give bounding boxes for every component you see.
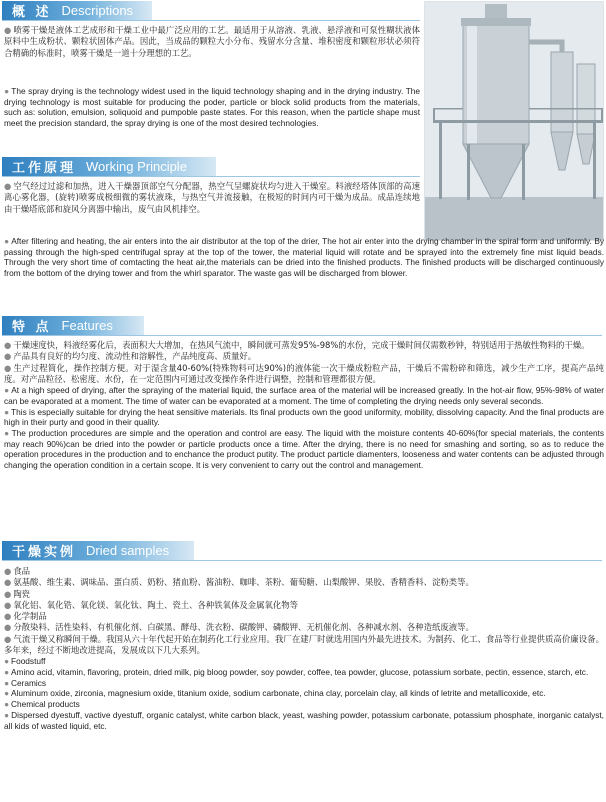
section-title-en: Working Principle bbox=[86, 159, 187, 174]
sample-note: ● 气流干燥又称瞬间干燥。我国从六十年代起开始在制药化工行业应用。我厂在建厂时就选用国内外最先进技术。为制药、化工、食品等行业提供质高价廉设备。多年来，经过不断地改进提高，发展成以下几大系列。 bbox=[4, 633, 604, 656]
bullet-icon: ● bbox=[4, 362, 12, 373]
descriptions-zh-paragraph: ● 喷雾干燥是液体工艺成形和干燥工业中最广泛应用的工艺。最适用于从溶液、乳液、悬浮液和可泵性糊状液体原料中生成粉状、颗粒状固体产品。因此，当成品的颗粒大小分布、残留水分含量、堆积密度和颗粒形状必须符合精确的标准时，喷雾干燥是一道十分理想的工艺。 bbox=[4, 25, 420, 58]
bullet-icon: ● bbox=[4, 688, 10, 699]
feature-en-3: ● The production procedures are simple and the operation and control are easy. The liquid with the moisture contents 40-60%(for special materials, the contents may reach 90%)can be dried into the powder or particle products once a time. After the drying, there is no need for smashing and sorting, so as to reduce the operation procedures in the production and to enchance the product putity. The product particle diamenters, looseness and water contents can be adjusted through changing the operation condition in a certain scope. It is very convenient to carry out the control and management. bbox=[4, 428, 605, 471]
sample-heading: ● Chemical products bbox=[4, 699, 80, 710]
sample-heading: ● Ceramics bbox=[4, 677, 47, 688]
feature-en-2: ● This is especially suitable for drying the heat sensitive materials. Its final products own the good uniformity, mobility, dissolving capacity. And the final products are high in their purty and good in their quality. bbox=[4, 406, 604, 428]
section-divider bbox=[2, 20, 420, 21]
section-title-en: Features bbox=[61, 318, 113, 333]
section-divider bbox=[2, 176, 420, 177]
bullet-icon: ● bbox=[4, 351, 12, 362]
bullet-icon: ● bbox=[4, 566, 12, 576]
section-title-zh: 概 述 bbox=[12, 5, 52, 20]
section-title-zh: 干燥实例 bbox=[12, 545, 77, 560]
working-zh-paragraph: ● 空气经过过滤和加热，进入干燥器顶部空气分配器，热空气呈螺旋状均匀进入干燥室。料液经塔体顶部的高速离心雾化器，(旋转)喷雾成极细微的雾状液珠，与热空气并流接触，在极短的时间内可干燥为成品。成品连续地由干燥塔底部和旋风分离器中输出，废气由风机排空。 bbox=[4, 181, 420, 214]
samples-block bbox=[4, 566, 604, 731]
section-header-working-principle bbox=[2, 157, 216, 176]
section-header-descriptions bbox=[2, 1, 152, 20]
sample-items: ● Amino acid, vitamin, flavoring, protein, dried milk, pig bloog powder, soy powder, coffee, tea powder, glucose, potassium sorbate, pectin, essence, starch, etc. bbox=[4, 667, 589, 678]
bullet-icon: ● bbox=[4, 709, 10, 720]
bullet-icon: ● bbox=[4, 656, 10, 667]
bullet-icon: ● bbox=[4, 428, 10, 438]
bullet-icon: ● bbox=[4, 577, 12, 588]
bullet-icon: ● bbox=[4, 236, 10, 246]
descriptions-en-paragraph: ● The spray drying is the technology widest used in the liquid technology shaping and in the drying industry. The drying technology is most suitable for producing the poder, particle or block solid products from the materials, such as: solution, emulsion, soliquoid and pumpoble paste states. For this reason, when the particle shape must meet the precision standard, the spray drying is one of the most desired technologies. bbox=[4, 86, 420, 129]
bullet-icon: ● bbox=[4, 622, 12, 633]
section-title-zh: 特 点 bbox=[12, 320, 52, 335]
feature-zh-1: ● 干燥速度快，料液经雾化后，表面积大大增加，在热风气流中，瞬间就可蒸发95%-98%的水份，完成干燥时间仅需数秒钟，特别适用于热敏性物料的干燥。 bbox=[4, 340, 590, 350]
sample-items: ● 分散染料、活性染料、有机催化剂、白碳黑、酵母、洗衣粉、碳酸钾、磷酸钾、无机催化剂、各种减水剂、各种造纸废液等。 bbox=[4, 622, 474, 633]
bullet-icon: ● bbox=[4, 25, 12, 35]
feature-zh-2: ● 产品具有良好的均匀度、流动性和溶解性，产品纯度高、质量好。 bbox=[4, 351, 257, 362]
sample-heading: ● Foodstuff bbox=[4, 656, 46, 667]
sample-heading: ● 化学制品 bbox=[4, 611, 47, 622]
section-divider bbox=[2, 335, 602, 336]
working-en-paragraph: ● After filtering and heating, the air enters into the air distributor at the top of the drier, The hot air enter into the drying chamber in the spiral form and uniformly. By passing through the high-sped centrifugal spray at the top of the tower, the material liquid will rotate and be sprayed into the extremely fine mist liquid beads. Through the very short time of comtacting the heat air,the materials can be dried into the finished products. The finished products will be discharged continuously from the bottom of the drying tower and from the whirl sparator. The waste gas will be discharged from blower. bbox=[4, 236, 604, 279]
sample-items: ● 氨基酸、维生素、调味品、蛋白质、奶粉、猪血粉、酱油粉、咖啡、茶粉、葡萄糖、山梨酸钾、果胶、香精香料、淀粉类等。 bbox=[4, 577, 474, 588]
descriptions-zh-block bbox=[4, 25, 420, 59]
sample-items: ● Aluminum oxide, zirconia, magnesium oxide, titanium oxide, sodium carbonate, china clay, porcelain clay, all kinds of letrite and metallicoxide, etc. bbox=[4, 688, 546, 699]
bullet-icon: ● bbox=[4, 385, 10, 396]
section-header-features bbox=[2, 316, 144, 335]
bullet-icon: ● bbox=[4, 633, 12, 644]
bullet-icon: ● bbox=[4, 340, 12, 350]
section-title-en: Descriptions bbox=[61, 3, 134, 18]
bullet-icon: ● bbox=[4, 611, 12, 622]
spray-dryer-illustration bbox=[425, 2, 604, 241]
section-header-dried-samples bbox=[2, 541, 194, 560]
sample-items: ● Dispersed dyestuff, vactive dyestuff, organic catalyst, white carbon black, yeast, washing powder, potassium carbonate, potassium phosphate, inorganic catalyst, all kids of wasted liquid, etc. bbox=[4, 709, 604, 731]
bullet-icon: ● bbox=[4, 667, 10, 678]
bullet-icon: ● bbox=[4, 86, 10, 96]
sample-heading: ● 陶瓷 bbox=[4, 588, 31, 599]
bullet-icon: ● bbox=[4, 677, 10, 688]
bullet-icon: ● bbox=[4, 699, 10, 710]
feature-zh-3: ● 生产过程简化，操作控制方便。对于湿含量40-60%(特殊物料可达90%)的液体能一次干燥成粉粒产品，干燥后不需粉碎和筛选，减少生产工序，提高产品纯度。对产品粒径、松密度、水份，在一定范围内可通过改变操作条件进行调整，控制和管理都很方便。 bbox=[4, 362, 604, 384]
bullet-icon: ● bbox=[4, 588, 12, 599]
descriptions-en-block bbox=[4, 86, 420, 129]
feature-en-1: ● At a high speed of drying, after the spraying of the material liquid, the surface area of the material will be increased greatly. In the hot-air flow, 95%-98% of water can be evaporated at a moment. The time of water can be evaporated at a moment. The time of completing the drying needs only several seconds. bbox=[4, 385, 604, 406]
sample-heading: ● 食品 bbox=[4, 566, 31, 576]
bullet-icon: ● bbox=[4, 599, 12, 610]
section-title-zh: 工作原理 bbox=[12, 161, 77, 176]
bullet-icon: ● bbox=[4, 406, 10, 417]
section-title-en: Dried samples bbox=[86, 543, 170, 558]
section-divider bbox=[2, 560, 602, 561]
spray-dryer-photo bbox=[424, 1, 604, 241]
working-zh-block bbox=[4, 181, 420, 215]
bullet-icon: ● bbox=[4, 181, 12, 191]
sample-items: ● 氧化铝、氧化锆、氧化镁、氧化钛、陶土、瓷土、各种铁氧体及金属氧化物等 bbox=[4, 599, 299, 610]
features-block bbox=[4, 340, 604, 471]
working-en-block bbox=[4, 236, 604, 279]
